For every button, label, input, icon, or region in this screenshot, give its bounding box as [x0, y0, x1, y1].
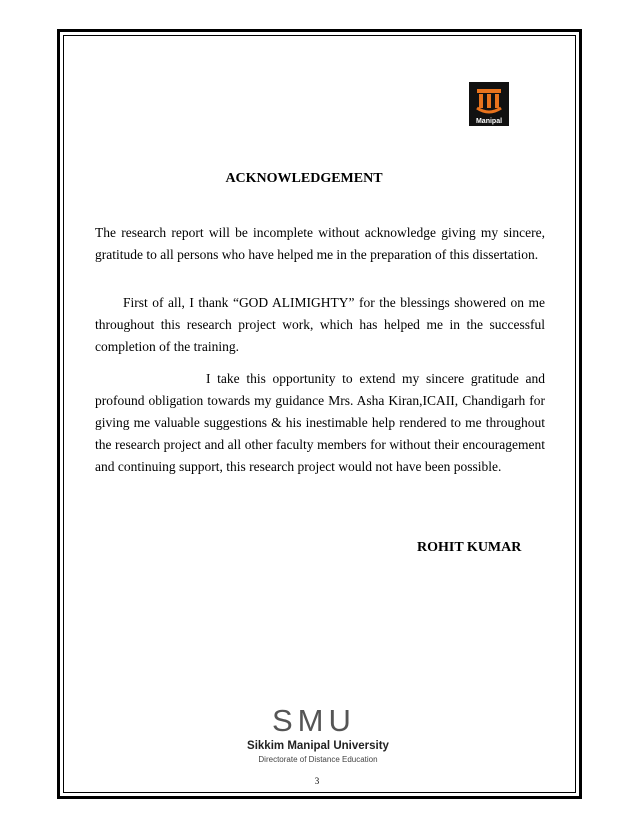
- page-title: ACKNOWLEDGEMENT: [225, 171, 383, 186]
- smu-logo-mark: SMU: [272, 703, 356, 738]
- paragraph-2: First of all, I thank “GOD ALIMIGHTY” for the blessings showered on me throughout this research project work, which has helped me in the successful completion of the training.: [95, 295, 545, 354]
- manipal-logo-text: Manipal: [475, 118, 503, 125]
- smu-university-name: Sikkim Manipal University: [247, 740, 389, 752]
- manipal-logo: [469, 82, 509, 126]
- smu-footer-logo: [240, 704, 396, 770]
- smu-subtitle: Directorate of Distance Education: [258, 755, 378, 764]
- page-number: 3: [314, 776, 320, 786]
- signature: ROHIT KUMAR: [417, 540, 522, 555]
- paragraph-1: The research report will be incomplete without acknowledge giving my sincere, gratitude to all persons who have helped me in the preparation of this dissertation.: [95, 225, 545, 262]
- paragraph-3: I take this opportunity to extend my sincere gratitude and profound obligation towards my guidance Mrs. Asha Kiran,ICAII, Chandigarh for giving me valuable suggestions & his inestimable help rendered to me throughout the research project and all other faculty members for without their encouragement and continuing support, this research project would not have been possible.: [95, 371, 545, 474]
